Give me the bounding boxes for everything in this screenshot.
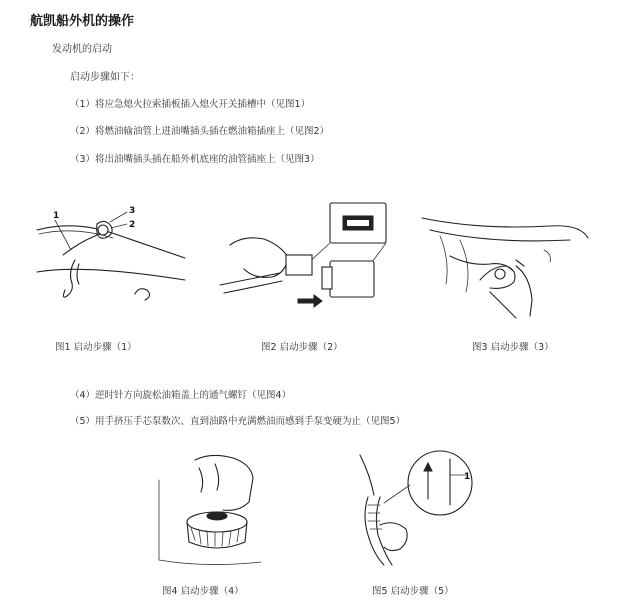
figure-2-illustration — [210, 195, 390, 315]
figure-5-illustration — [340, 445, 480, 570]
figure-1-callout-3: 3 — [129, 206, 136, 216]
figure-1-callout-1: 1 — [53, 211, 60, 221]
figure-1-callout-2: 2 — [129, 220, 136, 230]
step-1-text: （1）将应急熄火拉索插板插入熄火开关插槽中（见图1） — [70, 99, 311, 110]
section-subtitle: 发动机的启动 — [52, 44, 112, 55]
figure-5-callout-1: 1 — [464, 472, 471, 482]
figure-1-illustration — [35, 200, 185, 310]
figure-3-caption: 图3 启动步骤（3） — [472, 342, 554, 353]
step-5-text: （5）用手挤压手芯泵数次、直到油路中充满燃油而感到手泵变硬为止（见图5） — [70, 416, 406, 427]
step-3-text: （3）将出油嘴插头插在船外机底座的油管插座上（见图3） — [70, 154, 320, 165]
figure-4-caption: 图4 启动步骤（4） — [162, 586, 244, 597]
figure-2-caption: 图2 启动步骤（2） — [261, 342, 343, 353]
steps-intro: 启动步骤如下： — [70, 72, 140, 83]
figure-4-illustration — [155, 450, 265, 570]
figure-3-illustration — [420, 210, 590, 320]
step-2-text: （2）将燃油输油管上进油嘴插头插在燃油箱插座上（见图2） — [70, 126, 330, 137]
step-4-text: （4）逆时针方向旋松油箱盖上的通气螺钉（见图4） — [70, 390, 292, 401]
figure-1-caption: 图1 启动步骤（1） — [55, 342, 137, 353]
figure-5-caption: 图5 启动步骤（5） — [372, 586, 454, 597]
page-title: 航凯船外机的操作 — [30, 14, 135, 29]
